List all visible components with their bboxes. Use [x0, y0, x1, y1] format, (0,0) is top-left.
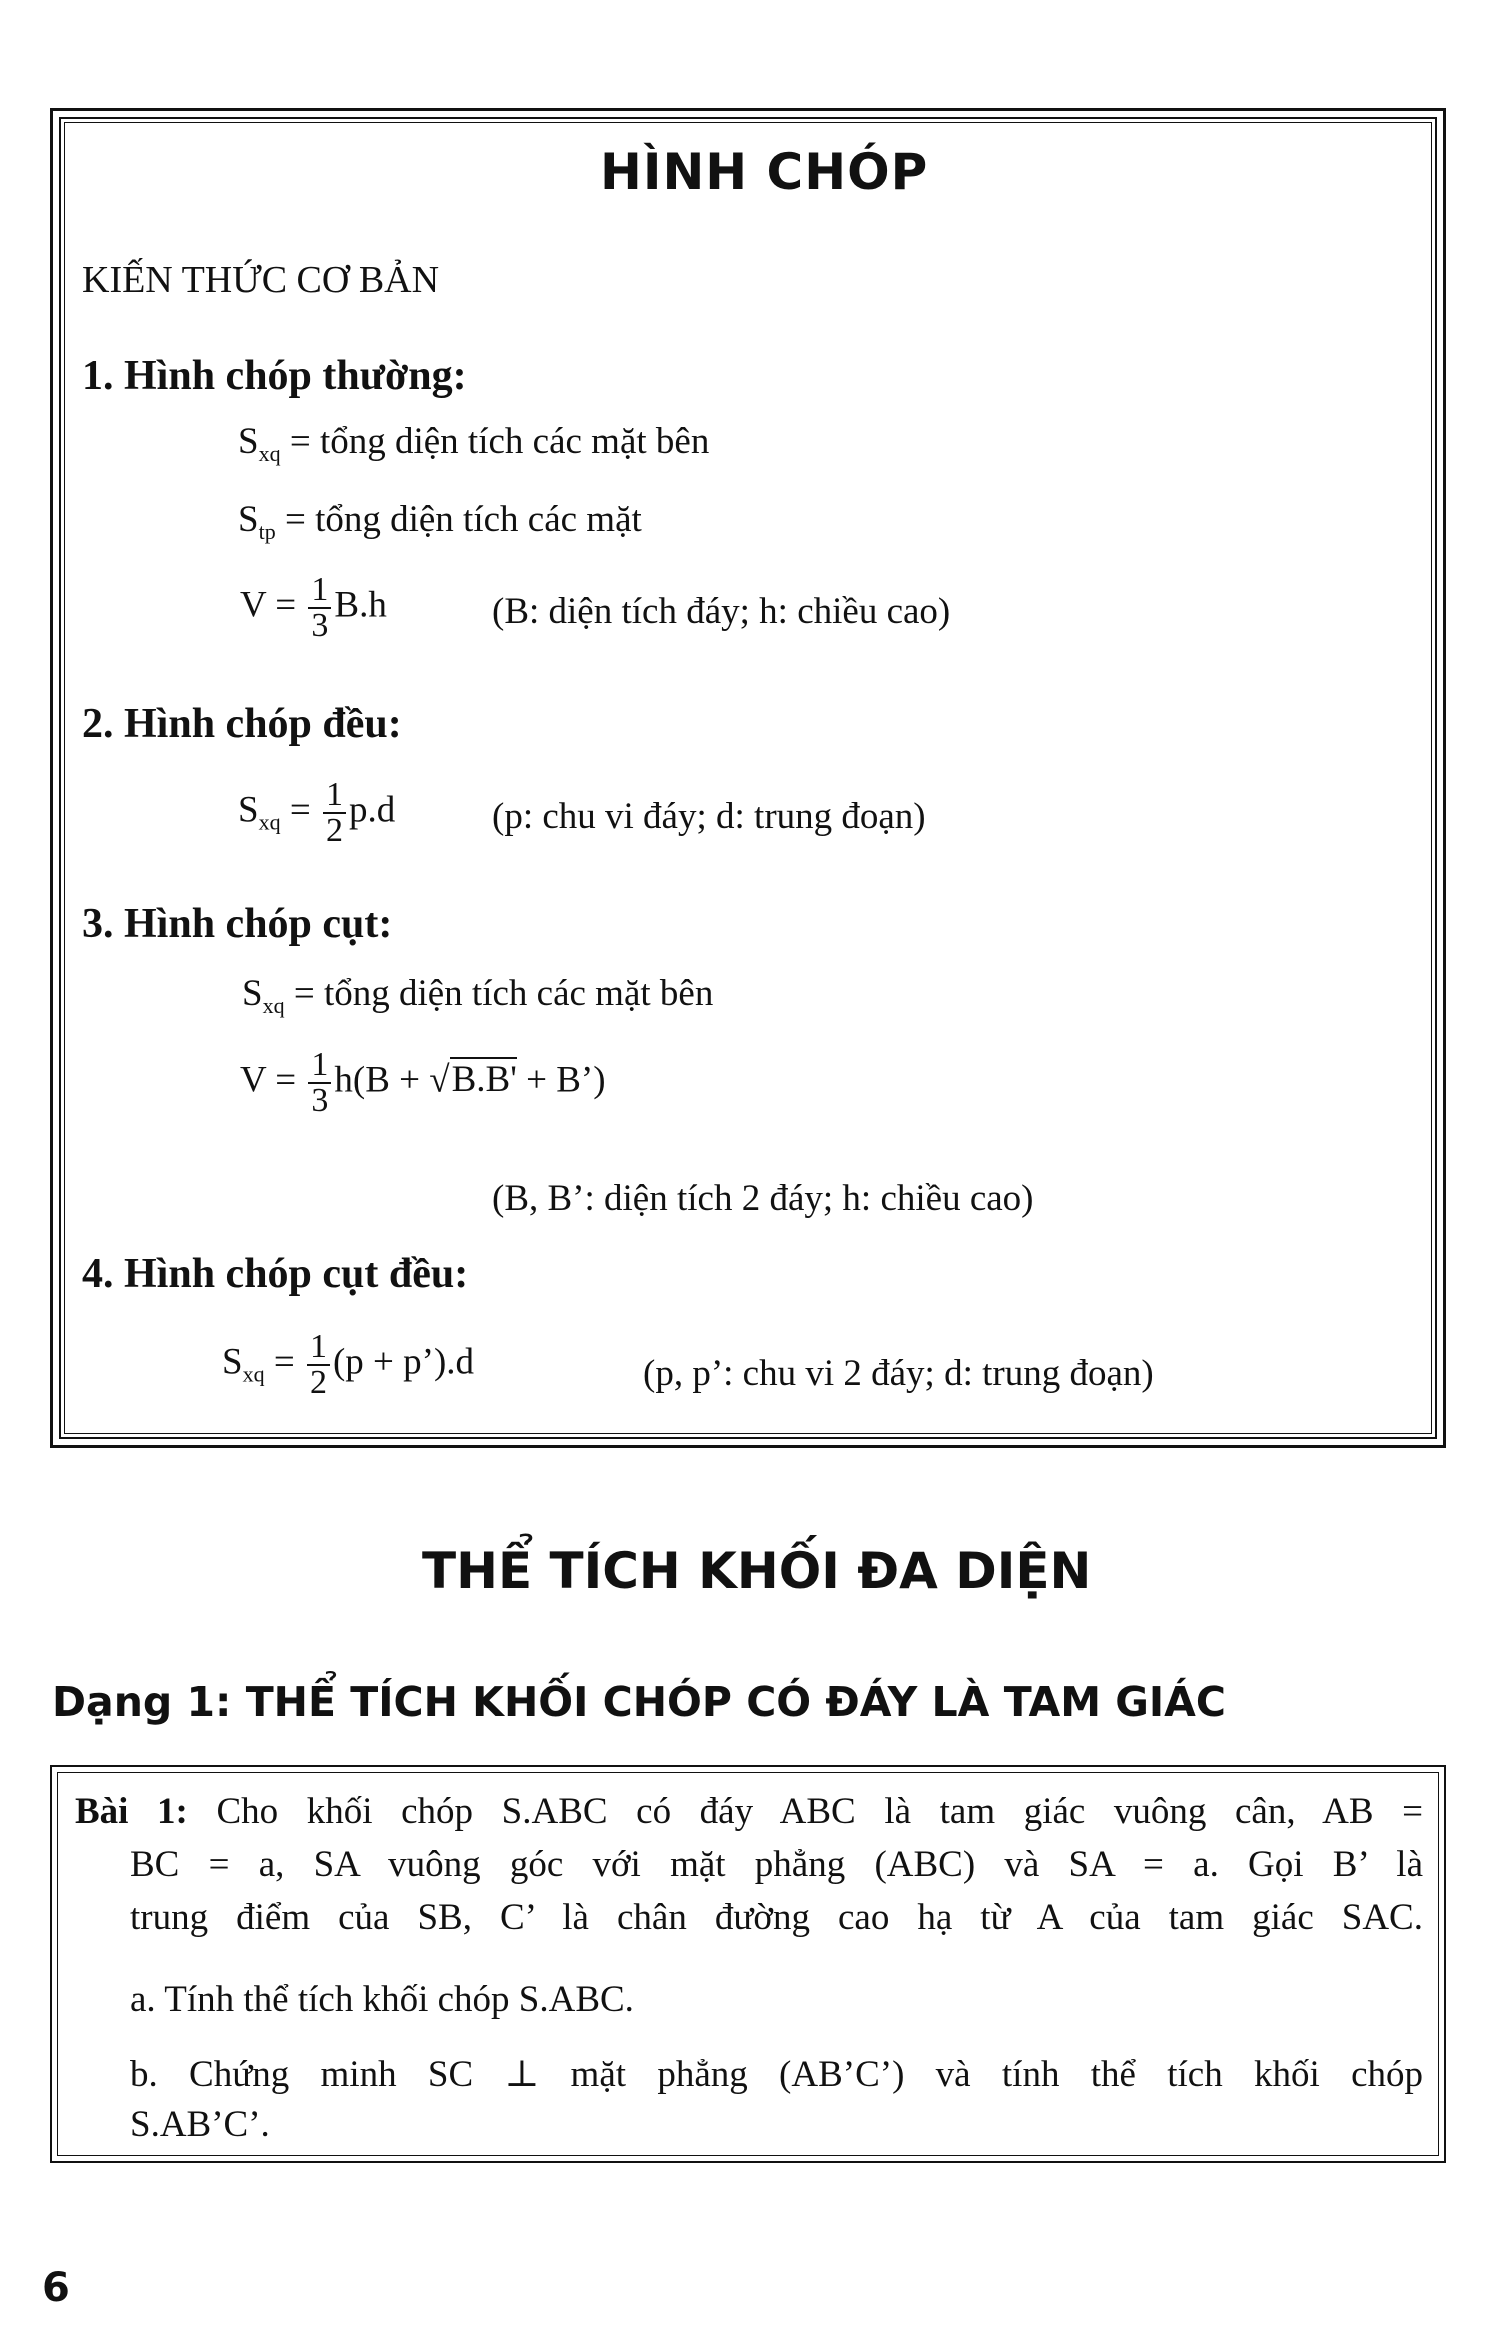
s2-note: (p: chu vi đáy; d: trung đoạn): [492, 796, 926, 837]
theory-subtitle: KIẾN THỨC CƠ BẢN: [82, 259, 440, 301]
formula-rhs: p.d: [348, 789, 396, 831]
sxq-subscript: xq: [258, 809, 281, 835]
fraction-numerator: 1: [308, 1048, 331, 1084]
volume-lhs: V =: [240, 1059, 306, 1101]
s1-volume-note: (B: diện tích đáy; h: chiều cao): [492, 591, 951, 632]
sxq-definition: = tổng diện tích các mặt bên: [284, 973, 714, 1014]
equals-sign: =: [264, 1341, 304, 1383]
s3-sxq-formula: [242, 972, 713, 1019]
sxq-subscript: xq: [258, 441, 281, 466]
s2-sxq-formula: [238, 778, 395, 848]
square-root-sign: √: [429, 1059, 450, 1101]
sxq-symbol: S: [242, 973, 263, 1014]
exercise-line-3: trung điểm của SB, C’ là chân đường cao hạ từ A của tam giác SAC.: [130, 1897, 1423, 1938]
exercise-part-b-line2: S.AB’C’.: [130, 2104, 270, 2145]
section1-heading: 1. Hình chóp thường:: [82, 353, 467, 399]
volume-lhs: V =: [240, 584, 306, 626]
volume-prefix: h(B +: [334, 1059, 430, 1101]
fraction-one-third: [308, 1048, 331, 1118]
page-number: 6: [42, 2265, 70, 2311]
stp-definition: = tổng diện tích các mặt: [275, 499, 642, 540]
section2-heading: 2. Hình chóp đều:: [82, 701, 402, 747]
exercise-part-b-line1: b. Chứng minh SC ⊥ mặt phẳng (AB’C’) và tính thể tích khối chóp: [130, 2054, 1423, 2095]
sxq-symbol: S: [238, 789, 259, 831]
s4-sxq-formula: [222, 1330, 474, 1400]
s1-volume-formula: [240, 573, 387, 643]
exercise-text-line1: Cho khối chóp S.ABC có đáy ABC là tam giác vuông cân, AB =: [216, 1791, 1424, 1832]
sxq-symbol: S: [222, 1341, 243, 1383]
fraction-numerator: 1: [308, 573, 331, 609]
section3-heading: 3. Hình chóp cụt:: [82, 901, 393, 947]
fraction-numerator: 1: [323, 778, 346, 814]
section4-heading: 4. Hình chóp cụt đều:: [82, 1251, 469, 1297]
stp-subscript: tp: [258, 519, 276, 544]
volume-rhs: B.h: [334, 584, 387, 626]
exercise-line-2: BC = a, SA vuông góc với mặt phẳng (ABC) và SA = a. Gọi B’ là: [130, 1844, 1423, 1885]
fraction-one-half: [307, 1330, 330, 1400]
stp-symbol: S: [238, 499, 259, 540]
volume-suffix: + B’): [516, 1059, 606, 1101]
s3-volume-formula: [240, 1048, 606, 1118]
sxq-subscript: xq: [242, 1361, 265, 1387]
exercise-line-1: [75, 1790, 1423, 1833]
fraction-one-third: [308, 573, 331, 643]
formula-rhs: (p + p’).d: [332, 1341, 475, 1383]
fraction-numerator: 1: [307, 1330, 330, 1366]
fraction-denominator: 2: [325, 812, 343, 849]
s4-note: (p, p’: chu vi 2 đáy; d: trung đoạn): [643, 1353, 1154, 1394]
theory-title: HÌNH CHÓP: [600, 143, 929, 201]
fraction-one-half: [323, 778, 346, 848]
exercise-label: Bài 1:: [75, 1791, 188, 1832]
sxq-subscript: xq: [262, 993, 285, 1018]
sxq-definition: = tổng diện tích các mặt bên: [280, 421, 710, 462]
s1-stp-formula: [238, 498, 642, 545]
s3-note: (B, B’: diện tích 2 đáy; h: chiều cao): [492, 1178, 1034, 1219]
exercise-part-a: a. Tính thể tích khối chóp S.ABC.: [130, 1979, 634, 2020]
fraction-denominator: 3: [311, 1082, 329, 1119]
section-title: THỂ TÍCH KHỐI ĐA DIỆN: [422, 1542, 1092, 1600]
fraction-denominator: 2: [309, 1364, 327, 1401]
s1-sxq-formula: [238, 420, 709, 467]
equals-sign: =: [280, 789, 320, 831]
dang-heading: Dạng 1: THỂ TÍCH KHỐI CHÓP CÓ ĐÁY LÀ TAM GIÁC: [52, 1678, 1227, 1726]
radicand: B.B': [451, 1059, 517, 1101]
fraction-denominator: 3: [311, 607, 329, 644]
sxq-symbol: S: [238, 421, 259, 462]
